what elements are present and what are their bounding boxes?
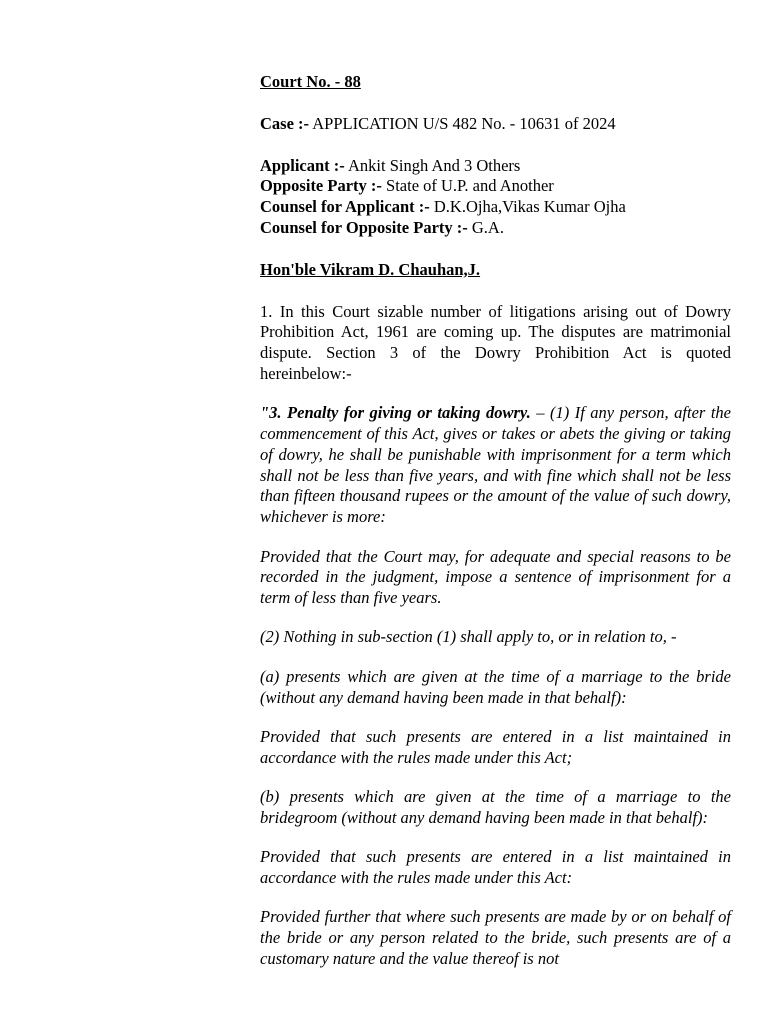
section-3-heading: "3. Penalty for giving or taking dowry. <box>260 403 531 423</box>
section-3-quote <box>260 403 731 528</box>
counsel-applicant-line <box>260 197 731 218</box>
case-line <box>260 114 731 135</box>
court-number: Court No. - 88 <box>260 72 361 91</box>
paragraph-1: 1. In this Court sizable number of litigations arising out of Dowry Prohibition Act, 1961 are coming up. The disputes are matrimonial dispute. Section 3 of the Dowry Prohibition Act is quoted hereinbelow:- <box>260 301 731 383</box>
counsel-opposite-line <box>260 218 731 239</box>
counsel-applicant-value: D.K.Ojha,Vikas Kumar Ojha <box>429 197 626 217</box>
section-3-text: – (1) If any person, after the commencement of this Act, gives or takes or abets the giving or taking of dowry, he shall be punishable with imprisonment for a term which shall not be less than five years, and with fine which shall not be less than fifteen thousand rupees or the amount of the value of such dowry, whichever is more: <box>260 403 731 527</box>
counsel-opposite-value: G.A. <box>467 217 504 237</box>
applicant-value: Ankit Singh And 3 Others <box>344 155 521 175</box>
judge-name: Hon'ble Vikram D. Chauhan,J. <box>260 259 481 279</box>
subsection-2: (2) Nothing in sub-section (1) shall apply to, or in relation to, - <box>260 627 677 647</box>
opposite-party-line <box>260 176 731 197</box>
opposite-party-value: State of U.P. and Another <box>381 176 554 196</box>
proviso-b: Provided that such presents are entered in a list maintained in accordance with the rules made under this Act: <box>260 847 731 887</box>
case-label: Case :- <box>260 113 310 133</box>
applicant-line <box>260 156 731 177</box>
opposite-party-label: Opposite Party :- <box>260 176 382 196</box>
applicant-label: Applicant :- <box>260 155 345 175</box>
proviso-1: Provided that the Court may, for adequate and special reasons to be recorded in the judgment, impose a sentence of imprisonment for a term of less than five years. <box>260 546 731 608</box>
counsel-opposite-label: Counsel for Opposite Party :- <box>260 217 468 237</box>
clause-a: (a) presents which are given at the time of a marriage to the bride (without any demand having been made in that behalf): <box>260 666 731 707</box>
case-value: APPLICATION U/S 482 No. - 10631 of 2024 <box>309 113 616 133</box>
proviso-further: Provided further that where such presents are made by or on behalf of the bride or any person related to the bride, such presents are of a customary nature and the value thereof is not <box>260 907 731 968</box>
proviso-a: Provided that such presents are entered in a list maintained in accordance with the rules made under this Act; <box>260 726 731 767</box>
order-document <box>260 72 731 988</box>
counsel-applicant-label: Counsel for Applicant :- <box>260 197 430 217</box>
clause-b: (b) presents which are given at the time of a marriage to the bridegroom (without any demand having been made in that behalf): <box>260 786 731 827</box>
